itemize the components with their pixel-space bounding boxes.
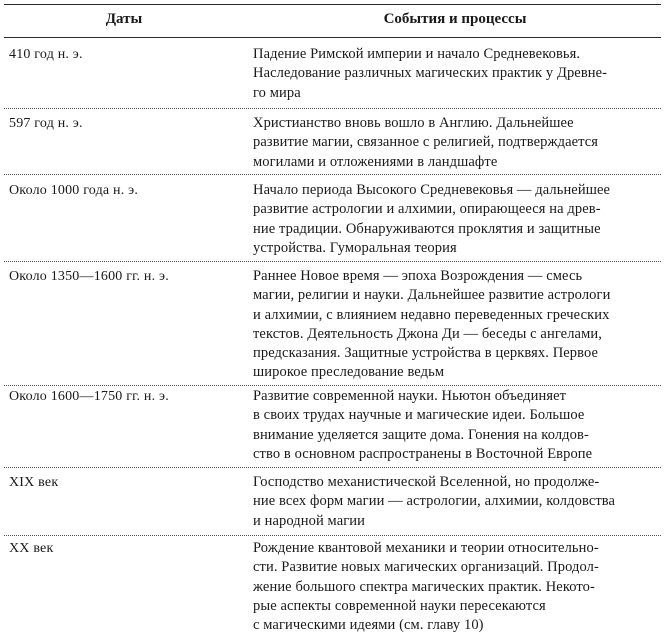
row-date: XX век (9, 541, 54, 556)
row-divider (4, 174, 661, 175)
row-events (253, 45, 661, 103)
event-line: магии, религии и науки. Дальнейшее развитие астрологи (253, 287, 611, 304)
table-top-rule (4, 4, 661, 5)
event-line: сти. Развитие новых магических организаций. Продол- (253, 559, 599, 576)
event-line: развитие магии, связанное с религией, подтверждается (253, 134, 599, 151)
row-divider (4, 261, 661, 262)
event-line: внимание уделяется защите дома. Гонения на колдов- (253, 426, 589, 443)
event-line: Рождение квантовой механики и теории относительно- (253, 540, 599, 556)
row-events (253, 473, 661, 531)
event-line: предсказания. Защитные устройства в церквях. Первое (253, 345, 599, 362)
row-events (253, 387, 661, 464)
row-date: 597 год н. э. (9, 116, 83, 131)
event-line: развитие астрологии и алхимии, опирающееся на древ- (253, 201, 601, 218)
event-line: Наследование различных магических практик у Древне- (253, 65, 608, 82)
row-events (253, 267, 661, 383)
event-line: широкое преследование ведьм (253, 364, 445, 381)
event-line: и алхимии, с влиянием недавно переведенных греческих (253, 306, 610, 323)
event-line: Господство механистической Вселенной, но продолже- (253, 474, 600, 490)
row-date: Около 1600—1750 гг. н. э. (9, 389, 169, 404)
header-bottom-rule (4, 37, 661, 38)
event-line: с магическими идеями (см. главу 10) (253, 617, 484, 634)
row-divider (4, 535, 661, 536)
row-date: Около 1350—1600 гг. н. э. (9, 269, 169, 284)
event-line: Падение Римской империи и начало Средневековья. (253, 46, 581, 62)
event-line: текстов. Деятельность Джона Ди — беседы с ангелами, (253, 325, 602, 342)
event-line: в своих трудах научные и магические идеи. Большое (253, 407, 585, 424)
column-header-dates: Даты (105, 11, 143, 27)
row-divider (4, 108, 661, 109)
event-line: Христианство вновь вошло в Англию. Дальнейшее (253, 115, 574, 131)
row-date: Около 1000 года н. э. (9, 183, 139, 198)
event-line: го мира (253, 84, 301, 101)
event-line: Раннее Новое время — эпоха Возрождения — смесь (253, 268, 583, 284)
event-line: Развитие современной науки. Ньютон объединяет (253, 388, 567, 404)
event-line: жение большого спектра магических практик. Некото- (253, 578, 595, 595)
event-line: устройства. Гуморальная теория (253, 239, 457, 256)
row-divider (4, 385, 661, 386)
row-events (253, 181, 661, 258)
row-events (253, 539, 661, 635)
event-line: ние всех форм магии — астрологии, алхимии, колдовства (253, 493, 616, 510)
event-line: ние традиции. Обнаруживаются проклятия и защитные (253, 220, 601, 237)
event-line: и народной магии (253, 512, 366, 529)
event-line: ство в основном распространены в Восточной Европе (253, 445, 593, 462)
row-date: 410 год н. э. (9, 47, 83, 62)
event-line: рые аспекты современной науки пересекаются (253, 597, 546, 614)
row-date: XIX век (9, 475, 59, 490)
event-line: Начало периода Высокого Средневековья — дальнейшее (253, 182, 611, 198)
row-events (253, 114, 661, 172)
column-header-events: События и процессы (383, 11, 527, 27)
row-divider (4, 467, 661, 468)
event-line: могилами и отложениями в ландшафте (253, 153, 498, 170)
